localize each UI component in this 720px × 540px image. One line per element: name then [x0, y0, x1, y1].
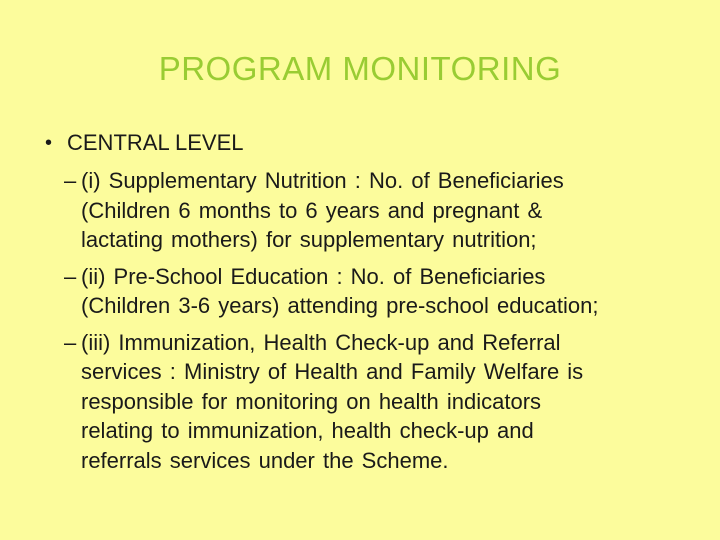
text-line: (ii) Pre-School Education : No. of Beneficiaries [81, 263, 546, 289]
dash-marker: – [64, 263, 77, 289]
bullet-label: CENTRAL LEVEL [67, 130, 244, 155]
sub-item-text [81, 166, 720, 255]
text-line: referrals services under the Scheme. [81, 447, 449, 473]
sub-item-text [81, 328, 720, 476]
bullet-item-central-level [0, 127, 720, 159]
text-line: responsible for monitoring on health indicators [81, 388, 542, 414]
text-line: services : Ministry of Health and Family Welfare is [81, 359, 584, 384]
text-line: (Children 6 months to 6 years and pregnant & [81, 197, 543, 223]
sub-item-supplementary-nutrition [0, 166, 720, 255]
bullet-marker: • [45, 132, 53, 154]
sub-item-immunization-health-checkup [0, 328, 720, 476]
dash-marker: – [64, 168, 77, 193]
text-line: (i) Supplementary Nutrition : No. of Beneficiaries [81, 168, 564, 193]
slide-body [0, 127, 720, 475]
text-line: relating to immunization, health check-up and [81, 418, 534, 443]
text-line: (Children 3-6 years) attending pre-school education; [81, 293, 599, 318]
slide-title: PROGRAM MONITORING [158, 50, 562, 87]
sub-item-text [81, 262, 720, 321]
text-line: lactating mothers) for supplementary nutrition; [81, 227, 537, 252]
text-line: (iii) Immunization, Health Check-up and Referral [81, 329, 561, 355]
sub-item-pre-school-education [0, 262, 720, 321]
dash-marker: – [64, 329, 77, 355]
